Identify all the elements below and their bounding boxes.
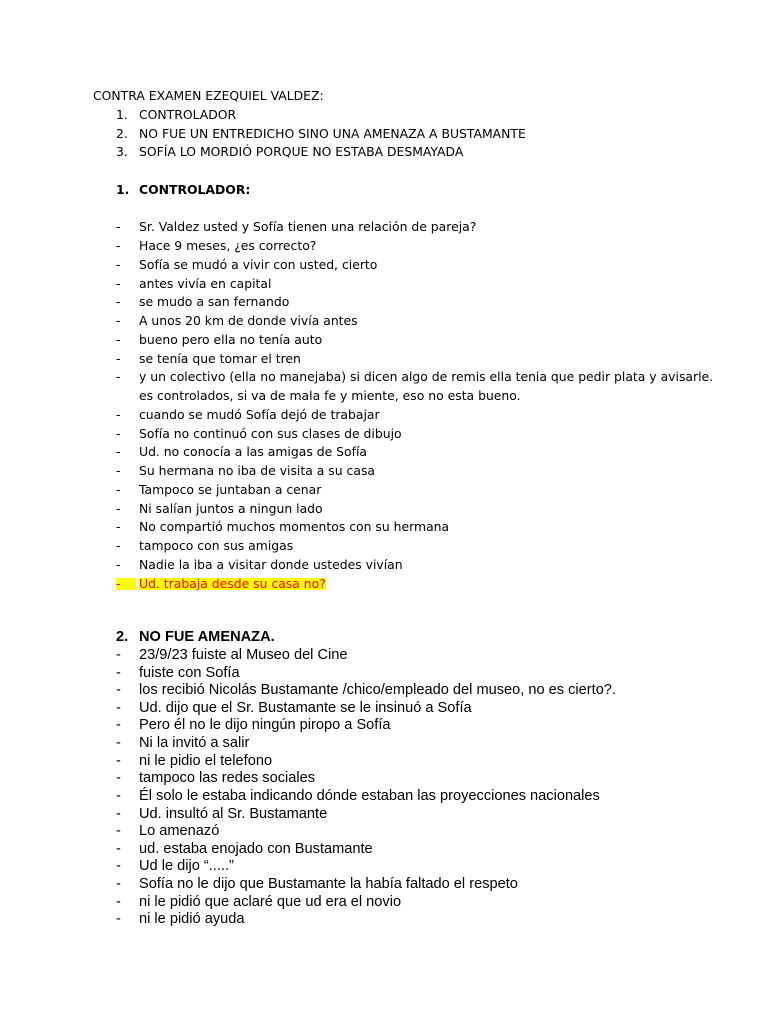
bullet-dash: - — [116, 426, 121, 441]
bullet-dash: - — [116, 788, 121, 804]
bullet-dash: - — [116, 806, 121, 822]
list-item: se mudo a san fernando — [139, 294, 290, 309]
list-item: Lo amenazó — [139, 823, 220, 839]
list-item: 23/9/23 fuiste al Museo del Cine — [139, 647, 348, 663]
list-item: ud. estaba enojado con Bustamante — [139, 841, 373, 857]
outline-number: 2. — [116, 126, 128, 141]
section-2-number: 2. — [116, 629, 129, 645]
bullet-dash: - — [116, 294, 121, 309]
list-item: Hace 9 meses, ¿es correcto? — [139, 238, 317, 253]
list-item: Sofía no continuó con sus clases de dibujo — [139, 426, 402, 441]
list-item: Sr. Valdez usted y Sofía tienen una relación de pareja? — [139, 219, 477, 234]
bullet-dash: - — [116, 858, 121, 874]
section-2-heading: NO FUE AMENAZA. — [139, 629, 275, 645]
document-title: CONTRA EXAMEN EZEQUIEL VALDEZ: — [93, 88, 324, 103]
list-item: tampoco las redes sociales — [139, 770, 316, 786]
bullet-dash: - — [116, 219, 121, 234]
list-item: Sofía se mudó a vivir con usted, cierto — [139, 257, 378, 272]
list-item: Él solo le estaba indicando dónde estaban las proyecciones nacionales — [139, 788, 600, 804]
list-item: ni le pidió ayuda — [139, 911, 245, 927]
bullet-dash: - — [116, 407, 121, 422]
bullet-dash: - — [116, 501, 121, 516]
bullet-dash: - — [116, 841, 121, 857]
list-item: Ud. dijo que el Sr. Bustamante se le insinuó a Sofía — [139, 700, 472, 716]
list-item: Sofía no le dijo que Bustamante la había faltado el respeto — [139, 876, 518, 892]
bullet-dash: - — [116, 482, 121, 497]
bullet-dash: - — [116, 276, 121, 291]
bullet-dash: - — [116, 238, 121, 253]
bullet-dash: - — [116, 332, 121, 347]
list-item: Ud. no conocía a las amigas de Sofía — [139, 444, 367, 459]
list-item: Ni salían juntos a ningun lado — [139, 501, 323, 516]
list-item: Ni la invitó a salir — [139, 735, 250, 751]
list-item: Ud le dijo “.....” — [139, 858, 234, 874]
list-item: y un colectivo (ella no manejaba) si dicen algo de remis ella tenia que pedir plata y avisarle. — [139, 369, 714, 384]
list-item: se tenía que tomar el tren — [139, 351, 301, 366]
bullet-dash: - — [116, 313, 121, 328]
outline-number: 3. — [116, 144, 128, 159]
list-item: cuando se mudó Sofía dejó de trabajar — [139, 407, 380, 422]
list-item: antes vivía en capital — [139, 276, 272, 291]
bullet-dash: - — [116, 351, 121, 366]
bullet-dash: - — [116, 876, 121, 892]
list-item: tampoco con sus amigas — [139, 538, 294, 553]
outline-item: NO FUE UN ENTREDICHO SINO UNA AMENAZA A BUSTAMANTE — [139, 126, 526, 141]
bullet-dash: - — [116, 647, 121, 663]
bullet-dash: - — [116, 463, 121, 478]
section-1-heading: CONTROLADOR: — [139, 182, 251, 197]
bullet-dash-highlighted: - — [116, 578, 136, 590]
list-item: A unos 20 km de donde vivía antes — [139, 313, 358, 328]
outline-item: SOFÍA LO MORDIÓ PORQUE NO ESTABA DESMAYADA — [139, 144, 464, 159]
list-item: Pero él no le dijo ningún piropo a Sofía — [139, 717, 391, 733]
bullet-dash: - — [116, 823, 121, 839]
list-item: No compartió muchos momentos con su hermana — [139, 519, 450, 534]
list-item: Tampoco se juntaban a cenar — [139, 482, 322, 497]
list-item-continuation: es controlados, si va de mala fe y miente, eso no esta bueno. — [139, 388, 521, 403]
bullet-dash: - — [116, 911, 121, 927]
bullet-dash: - — [116, 369, 121, 384]
list-item: Nadie la iba a visitar donde ustedes vivían — [139, 557, 403, 572]
section-1-number: 1. — [116, 182, 130, 197]
list-item: Su hermana no iba de visita a su casa — [139, 463, 375, 478]
list-item: los recibió Nicolás Bustamante /chico/empleado del museo, no es cierto?. — [139, 682, 616, 698]
list-item: ni le pidió que aclaré que ud era el novio — [139, 894, 402, 910]
bullet-dash: - — [116, 444, 121, 459]
list-item: Ud. insultó al Sr. Bustamante — [139, 806, 328, 822]
bullet-dash: - — [116, 770, 121, 786]
bullet-dash: - — [116, 735, 121, 751]
outline-number: 1. — [116, 107, 128, 122]
bullet-dash: - — [116, 894, 121, 910]
list-item: fuiste con Sofía — [139, 665, 240, 681]
bullet-dash: - — [116, 753, 121, 769]
bullet-dash: - — [116, 665, 121, 681]
list-item-highlighted: Ud. trabaja desde su casa no? — [139, 576, 326, 591]
bullet-dash: - — [116, 717, 121, 733]
bullet-dash: - — [116, 557, 121, 572]
list-item: ni le pidio el telefono — [139, 753, 273, 769]
list-item: bueno pero ella no tenía auto — [139, 332, 323, 347]
bullet-dash: - — [116, 700, 121, 716]
bullet-dash: - — [116, 682, 121, 698]
bullet-dash: - — [116, 538, 121, 553]
bullet-dash: - — [116, 257, 121, 272]
outline-item: CONTROLADOR — [139, 107, 237, 122]
bullet-dash: - — [116, 519, 121, 534]
